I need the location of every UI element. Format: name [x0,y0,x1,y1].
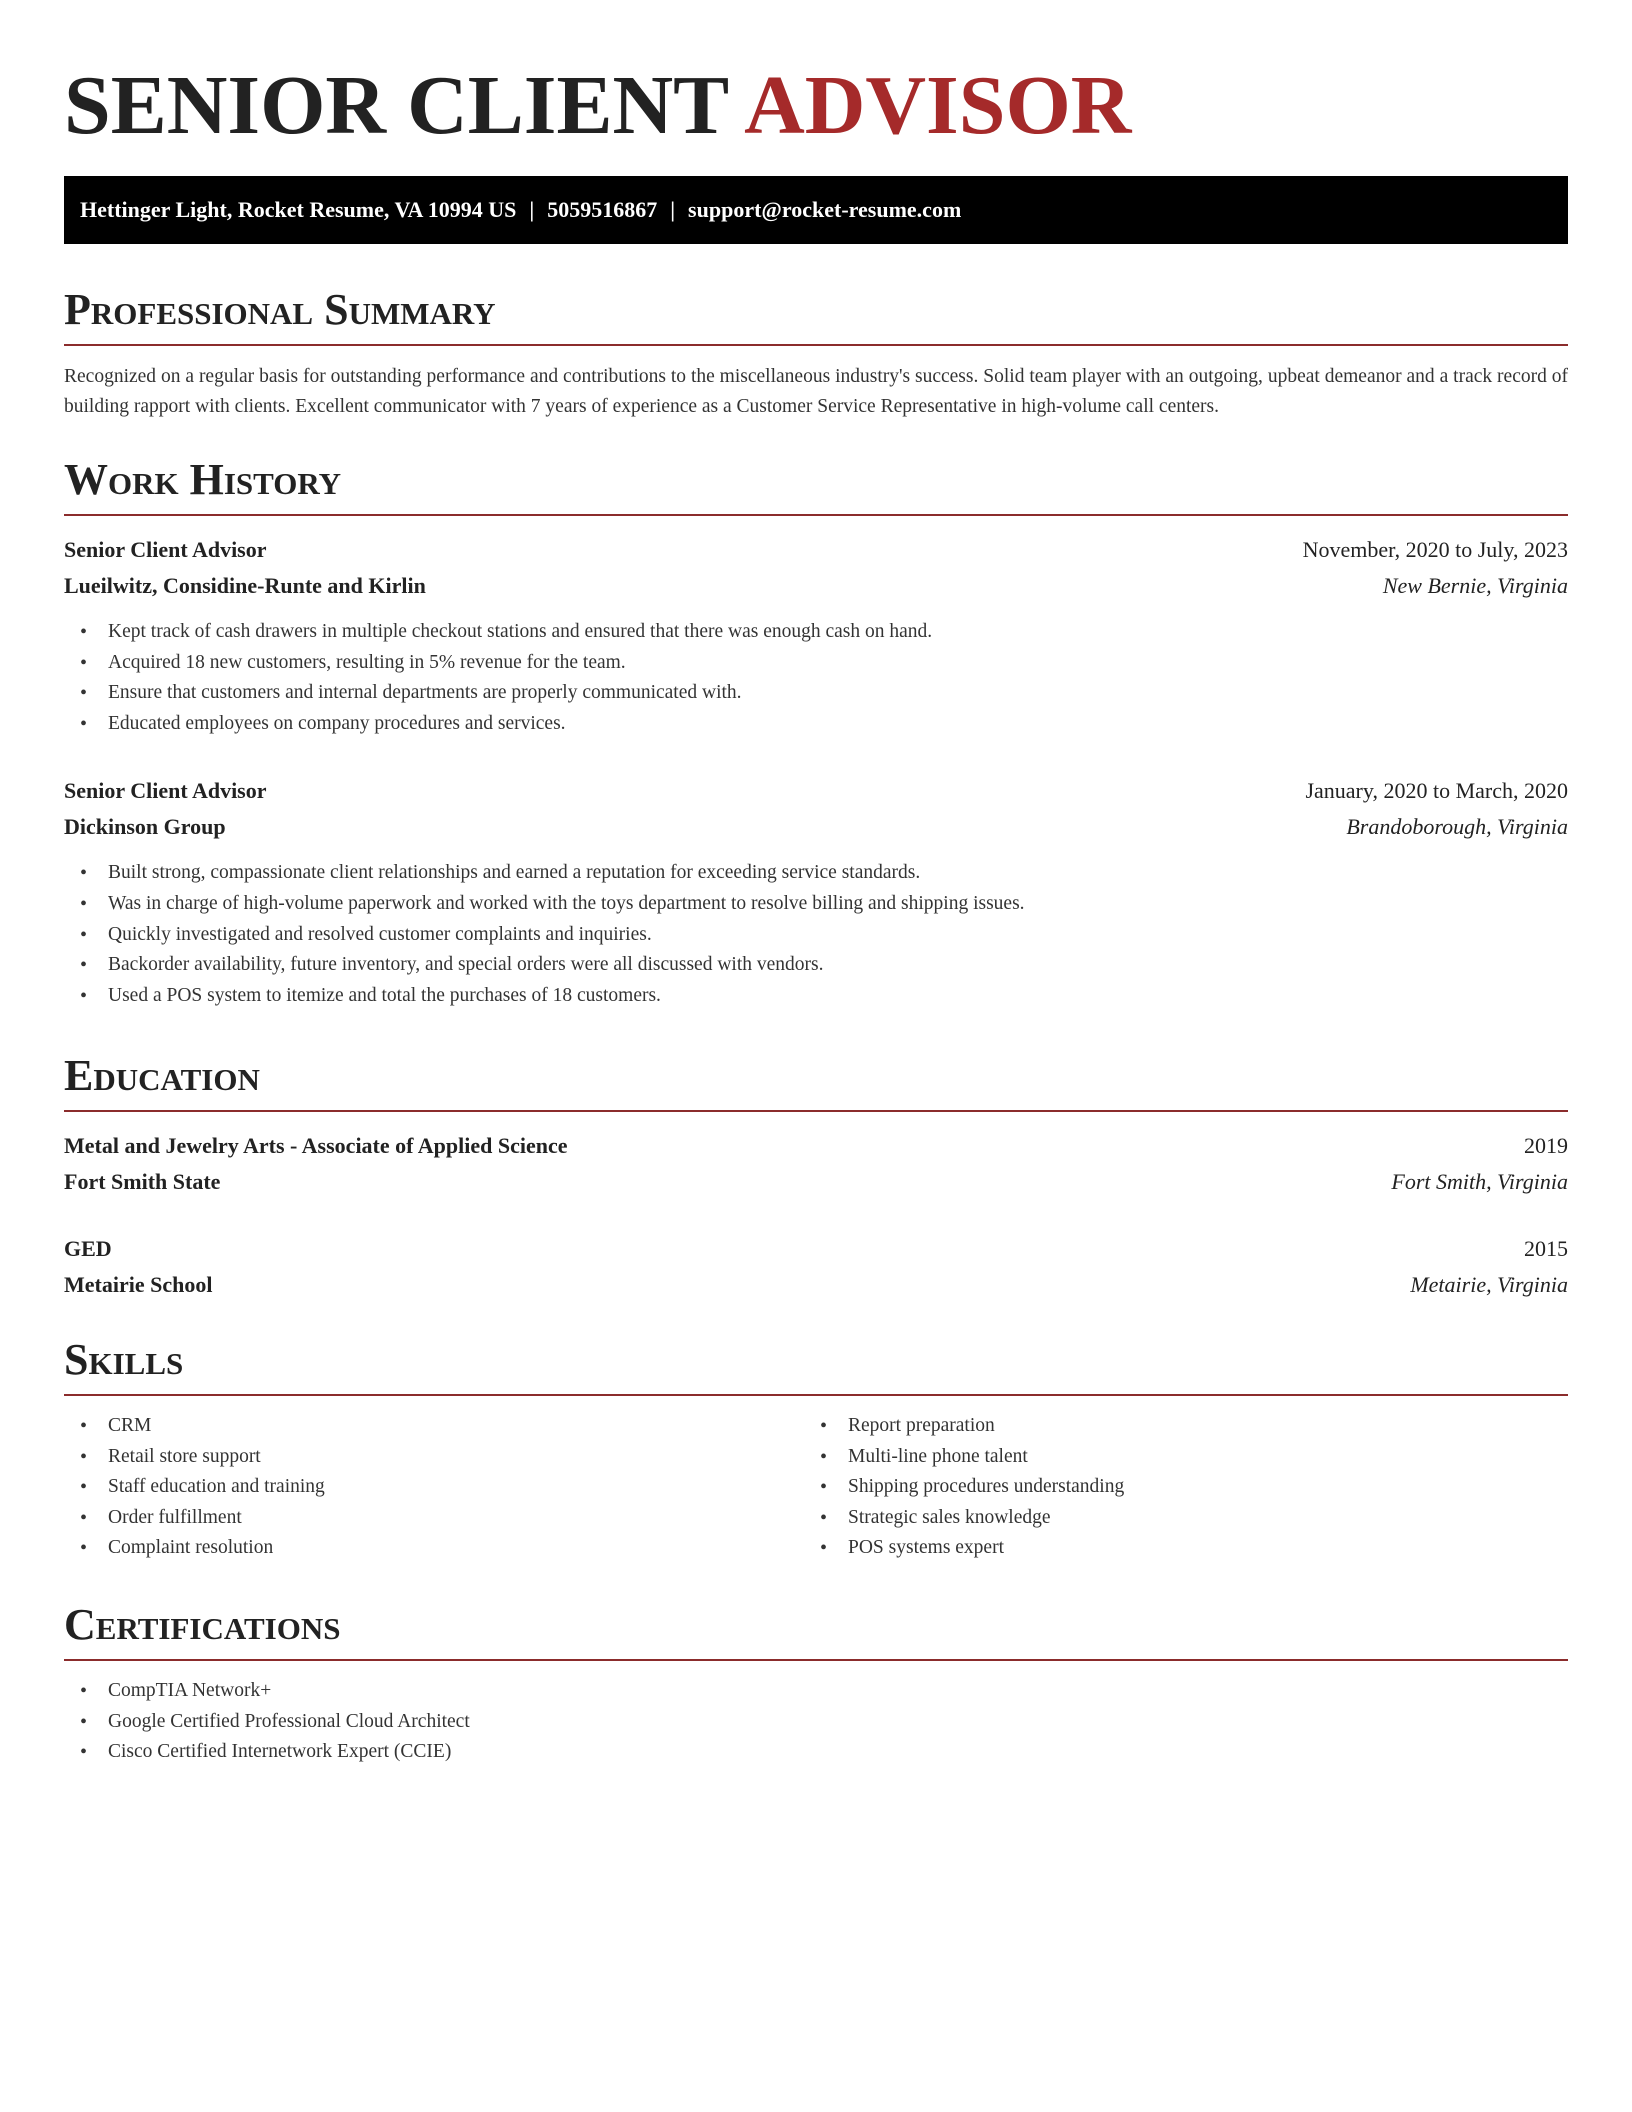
job-bullets [64,617,1568,739]
section-divider [64,1110,1568,1112]
contact-bar [64,176,1568,244]
skill-item: • CRM [64,1411,804,1442]
job-company: Lueilwitz, Considine-Runte and Kirlin [64,573,426,598]
job-bullet: • Kept track of cash drawers in multiple checkout stations and ensured that there was enough cash on hand. [64,617,1568,648]
degree-title: GED [64,1236,112,1261]
job-bullets [64,858,1568,1011]
job-bullet: • Acquired 18 new customers, resulting in 5% revenue for the team. [64,648,1568,679]
skill-item: • Order fulfillment [64,1503,804,1534]
job-bullet: • Was in charge of high-volume paperwork and worked with the toys department to resolve billing and shipping issues. [64,889,1568,920]
skills-list-left [64,1411,804,1564]
job-dates: January, 2020 to March, 2020 [1305,778,1568,804]
job-bullet: • Built strong, compassionate client relationships and earned a reputation for exceeding service standards. [64,858,1568,889]
contact-separator: | [670,197,676,222]
job-bullet: • Educated employees on company procedures and services. [64,709,1568,740]
title-accent: ADVISOR [744,59,1132,152]
summary-heading: Professional Summary [64,285,496,334]
section-divider [64,344,1568,346]
job-entry [64,532,1568,739]
skill-item: • Staff education and training [64,1472,804,1503]
job-company: Dickinson Group [64,814,226,840]
section-divider [64,1394,1568,1396]
section-divider [64,514,1568,516]
title-main: SENIOR CLIENT [64,59,728,152]
skills-columns [64,1411,1568,1565]
job-bullet: • Ensure that customers and internal departments are properly communicated with. [64,678,1568,709]
summary-section [64,282,1568,422]
education-entry [64,1231,1568,1303]
skill-item: • Retail store support [64,1442,804,1473]
education-entry [64,1128,1568,1200]
contact-email: support@rocket-resume.com [688,197,962,222]
skill-item: • Strategic sales knowledge [804,1503,1544,1534]
school-location: Metairie, Virginia [1410,1272,1568,1297]
job-bullet: • Used a POS system to itemize and total the purchases of 18 customers. [64,981,1568,1012]
work-section [64,452,1568,1011]
certifications-list [64,1676,1568,1768]
degree-year: 2019 [1524,1133,1568,1158]
job-bullet: • Backorder availability, future inventory, and special orders were all discussed with vendors. [64,950,1568,981]
school-name: Fort Smith State [64,1169,221,1194]
job-location: New Bernie, Virginia [1382,573,1568,598]
job-location: Brandoborough, Virginia [1346,814,1568,840]
job-bullet: • Quickly investigated and resolved customer complaints and inquiries. [64,920,1568,951]
skill-item: • POS systems expert [804,1533,1544,1564]
resume-page [64,0,1568,1763]
skill-item: • Complaint resolution [64,1533,804,1564]
skills-list-right [804,1411,1544,1564]
skill-item: • Shipping procedures understanding [804,1472,1544,1503]
certification-item: • CompTIA Network+ [64,1676,1568,1707]
job-title: Senior Client Advisor [64,778,267,804]
contact-separator: | [529,197,535,222]
school-location: Fort Smith, Virginia [1391,1169,1568,1194]
school-name: Metairie School [64,1272,213,1297]
degree-year: 2015 [1524,1236,1568,1261]
skills-section [64,1332,1568,1565]
contact-address: Hettinger Light, Rocket Resume, VA 10994 US [80,197,517,222]
education-heading: Education [64,1051,260,1100]
skill-item: • Report preparation [804,1411,1544,1442]
certifications-section [64,1597,1568,1768]
education-section [64,1048,1568,1303]
certifications-heading: Certifications [64,1600,341,1649]
job-dates: November, 2020 to July, 2023 [1302,537,1568,562]
skills-heading: Skills [64,1335,184,1384]
summary-text: Recognized on a regular basis for outstanding performance and contributions to the miscellaneous industry's success. Solid team player with an outgoing, upbeat demeanor and a track record of building rapport with clients. Excellent communicator with 7 years of experience as a Customer Service Representative in high-volume call centers. [64,366,1568,417]
job-entry [64,773,1568,1011]
skill-item: • Multi-line phone talent [804,1442,1544,1473]
job-title: Senior Client Advisor [64,537,267,562]
certification-item: • Cisco Certified Internetwork Expert (CCIE) [64,1737,1568,1768]
resume-title [64,56,1568,156]
section-divider [64,1659,1568,1661]
degree-title: Metal and Jewelry Arts - Associate of Applied Science [64,1133,568,1158]
work-heading: Work History [64,455,342,504]
certification-item: • Google Certified Professional Cloud Architect [64,1707,1568,1738]
contact-phone: 5059516867 [547,197,658,222]
